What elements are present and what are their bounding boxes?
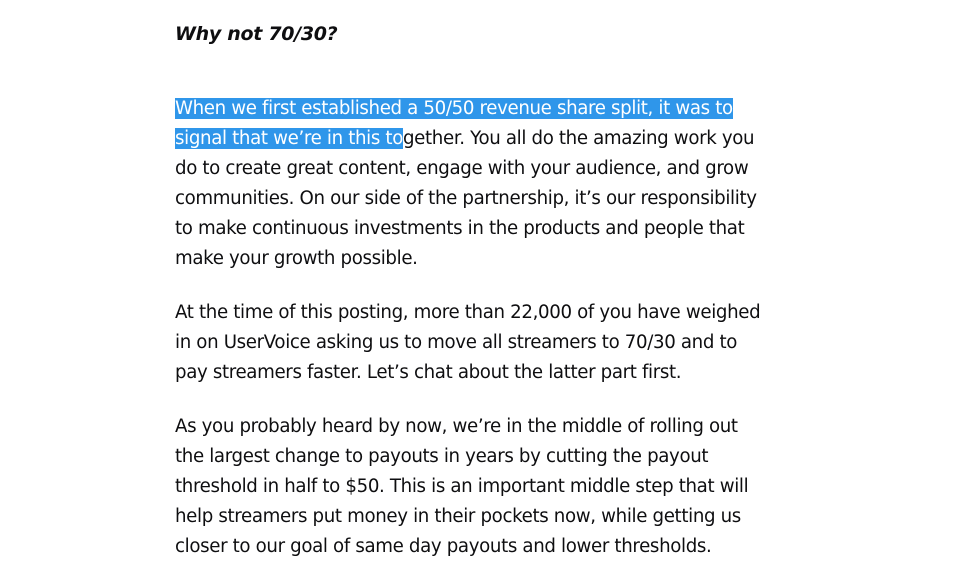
paragraph-payouts	[175, 412, 875, 562]
text-selection[interactable]: signal that we’re in this to	[175, 128, 403, 149]
paragraph-revenue-share	[175, 94, 875, 274]
paragraph-line: in on UserVoice asking us to move all streamers to 70/30 and to	[175, 332, 738, 353]
paragraph-line	[175, 94, 875, 124]
paragraph-line: As you probably heard by now, we’re in the middle of rolling out	[175, 416, 738, 437]
article-body	[175, 20, 875, 586]
text-selection[interactable]: When we first established a 50/50 revenue share split, it was to	[175, 98, 733, 119]
paragraph-line: to make continuous investments in the products and people that	[175, 218, 745, 239]
paragraph-line	[175, 124, 875, 154]
paragraph-line: the largest change to payouts in years by cutting the payout	[175, 446, 709, 467]
paragraph-line: help streamers put money in their pockets now, while getting us	[175, 506, 741, 527]
paragraph-line: closer to our goal of same day payouts and lower thresholds.	[175, 536, 712, 557]
paragraph-line: threshold in half to $50. This is an important middle step that will	[175, 476, 749, 497]
paragraph-line: At the time of this posting, more than 22,000 of you have weighed	[175, 302, 761, 323]
paragraph-line: do to create great content, engage with your audience, and grow	[175, 158, 749, 179]
section-heading: Why not 70/30?	[175, 23, 338, 45]
paragraph-uservoice	[175, 298, 875, 388]
paragraph-line: pay streamers faster. Let’s chat about the latter part first.	[175, 362, 682, 383]
paragraph-line: make your growth possible.	[175, 248, 418, 269]
paragraph-line: communities. On our side of the partnership, it’s our responsibility	[175, 188, 757, 209]
text-run: gether. You all do the amazing work you	[402, 128, 755, 149]
